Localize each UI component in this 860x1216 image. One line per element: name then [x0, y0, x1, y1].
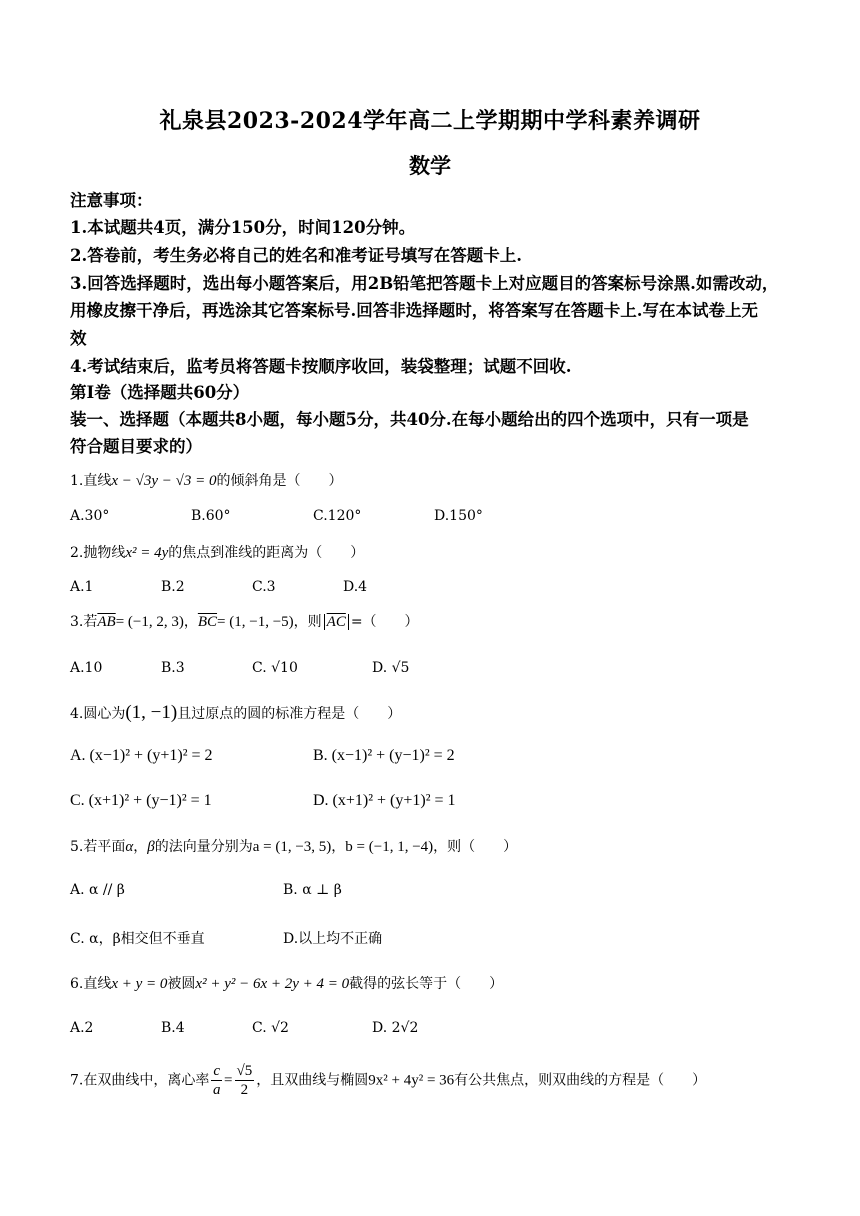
notice-item-1: 1.本试题共4页，满分150分，时间120分钟。 — [70, 218, 416, 237]
question-5 — [70, 836, 800, 856]
q7-equals: = — [224, 1072, 233, 1089]
q7-fraction-root5-over-2 — [235, 1062, 255, 1099]
q5-comma: ， — [133, 839, 148, 855]
notice-item-3-cont: 用橡皮擦干净后，再选涂其它答案标号.回答非选择题时，将答案写在答题卡上.写在本试卷上无 — [70, 301, 758, 320]
q5-option-a[interactable]: A. α // β — [70, 882, 125, 898]
section-part: 第I卷（选择题共60分） — [70, 383, 250, 402]
q3-value-bc: = (1, −1, −5) — [217, 614, 294, 630]
question-7 — [70, 1062, 800, 1099]
q5-beta: β — [147, 839, 155, 855]
q4-option-c[interactable]: C. (x+1)² + (y−1)² = 1 — [70, 792, 212, 809]
q6-prefix: 6.直线 — [70, 976, 112, 992]
q6-option-c[interactable]: C. √2 — [252, 1020, 289, 1036]
q3-mid: ，则 — [293, 614, 322, 630]
q1-prefix: 1.直线 — [70, 473, 112, 489]
exam-title: 礼泉县2023-2024学年高二上学期期中学科素养调研 — [159, 108, 701, 134]
q4-expr: (1, −1) — [125, 702, 178, 723]
q3-option-d[interactable]: D. √5 — [372, 660, 410, 676]
q3-option-a[interactable]: A.10 — [70, 660, 103, 676]
q4-option-d[interactable]: D. (x+1)² + (y+1)² = 1 — [313, 792, 456, 809]
q6-circle-expr: x² + y² − 6x + 2y + 4 = 0 — [195, 976, 350, 992]
q1-option-d[interactable]: D.150° — [434, 508, 483, 524]
q7-prefix: 7.在双曲线中，离心率 — [70, 1072, 210, 1089]
q2-suffix: 的焦点到准线的距离为（ ） — [168, 545, 365, 561]
q2-option-d[interactable]: D.4 — [343, 579, 368, 595]
q5-vector-a: a = (1, −3, 5) — [252, 839, 332, 855]
q6-option-d[interactable]: D. 2√2 — [372, 1020, 419, 1036]
q7-suffix: 有公共焦点，则双曲线的方程是（ ） — [454, 1072, 707, 1089]
q6-suffix: 截得的弦长等于（ ） — [349, 976, 504, 992]
q6-line-expr: x + y = 0 — [111, 976, 168, 992]
q7-frac-den: a — [212, 1082, 221, 1098]
question-3 — [70, 611, 800, 631]
notice-heading: 注意事项： — [70, 191, 153, 210]
q4-prefix: 4.圆心为 — [70, 706, 126, 722]
q6-option-b[interactable]: B.4 — [161, 1020, 185, 1036]
notice-item-3: 3.回答选择题时，选出每小题答案后，用2B铅笔把答题卡上对应题目的答案标号涂黑.如需改动， — [70, 274, 779, 293]
q2-expr: x² = 4y — [125, 545, 169, 561]
q3-option-b[interactable]: B.3 — [161, 660, 185, 676]
q5-vector-b: b = (−1, 1, −4) — [345, 839, 434, 855]
q2-option-c[interactable]: C.3 — [252, 579, 276, 595]
q5-prefix: 5.若平面 — [70, 839, 126, 855]
q5-suffix: ，则（ ） — [433, 839, 518, 855]
q5-option-d[interactable]: D.以上均不正确 — [283, 931, 383, 947]
q2-option-b[interactable]: B.2 — [161, 579, 185, 595]
q1-option-a[interactable]: A.30° — [70, 508, 110, 524]
notice-item-2: 2.答卷前，考生务必将自己的姓名和准考证号填写在答题卡上. — [70, 246, 522, 265]
q4-option-a[interactable]: A. (x−1)² + (y+1)² = 2 — [70, 747, 213, 764]
question-4 — [70, 702, 800, 724]
q3-vector-ac: $\overline{AC}$ — [326, 614, 346, 630]
q7-frac-num: c — [213, 1063, 221, 1079]
q7-fraction-c-over-a — [211, 1062, 222, 1099]
q7-frac2-num: √5 — [236, 1063, 253, 1079]
q5-sep: ， — [331, 839, 346, 855]
notice-item-3-end: 效 — [70, 329, 87, 348]
q7-frac2-den: 2 — [240, 1082, 249, 1098]
section-heading-line2: 符合题目要求的） — [70, 437, 202, 456]
q3-suffix: =（ ） — [350, 614, 419, 630]
q1-option-c[interactable]: C.120° — [313, 508, 362, 524]
q3-abs-ac — [324, 614, 349, 630]
q7-mid: ，且双曲线与椭圆 — [256, 1072, 369, 1089]
q1-option-b[interactable]: B.60° — [191, 508, 231, 524]
q3-option-c[interactable]: C. √10 — [252, 660, 298, 676]
q3-vector-bc: $\overline{BC}$ — [197, 614, 218, 630]
q1-expr: x − √3y − √3 = 0 — [111, 473, 217, 489]
q6-mid: 被圆 — [167, 976, 196, 992]
q5-mid: 的法向量分别为 — [154, 839, 253, 855]
q6-option-a[interactable]: A.2 — [70, 1020, 94, 1036]
q5-option-b[interactable]: B. α ⊥ β — [283, 882, 342, 898]
q3-prefix: 3.若 — [70, 614, 98, 630]
exam-subject: 数学 — [409, 153, 451, 178]
q4-suffix: 且过原点的圆的标准方程是（ ） — [177, 706, 402, 722]
q2-prefix: 2.抛物线 — [70, 545, 126, 561]
q3-sep: ， — [183, 614, 198, 630]
q4-option-b[interactable]: B. (x−1)² + (y−1)² = 2 — [313, 747, 455, 764]
q3-vector-ab: $\overline{AB}$ — [97, 614, 116, 630]
section-heading-line1: 装一、选择题（本题共8小题，每小题5分，共40分.在每小题给出的四个选项中，只有一项是 — [70, 410, 749, 429]
notice-item-4: 4.考试结束后，监考员将答题卡按顺序收回，装袋整理；试题不回收. — [70, 357, 572, 376]
q5-option-c[interactable]: C. α，β相交但不垂直 — [70, 931, 205, 947]
question-1 — [70, 470, 800, 490]
question-2 — [70, 542, 800, 562]
q5-alpha: α — [125, 839, 134, 855]
q2-option-a[interactable]: A.1 — [70, 579, 94, 595]
q3-value-ab: = (−1, 2, 3) — [115, 614, 184, 630]
q7-ellipse-expr: 9x² + 4y² = 36 — [368, 1072, 455, 1089]
q1-suffix: 的倾斜角是（ ） — [216, 473, 343, 489]
question-6 — [70, 973, 800, 993]
